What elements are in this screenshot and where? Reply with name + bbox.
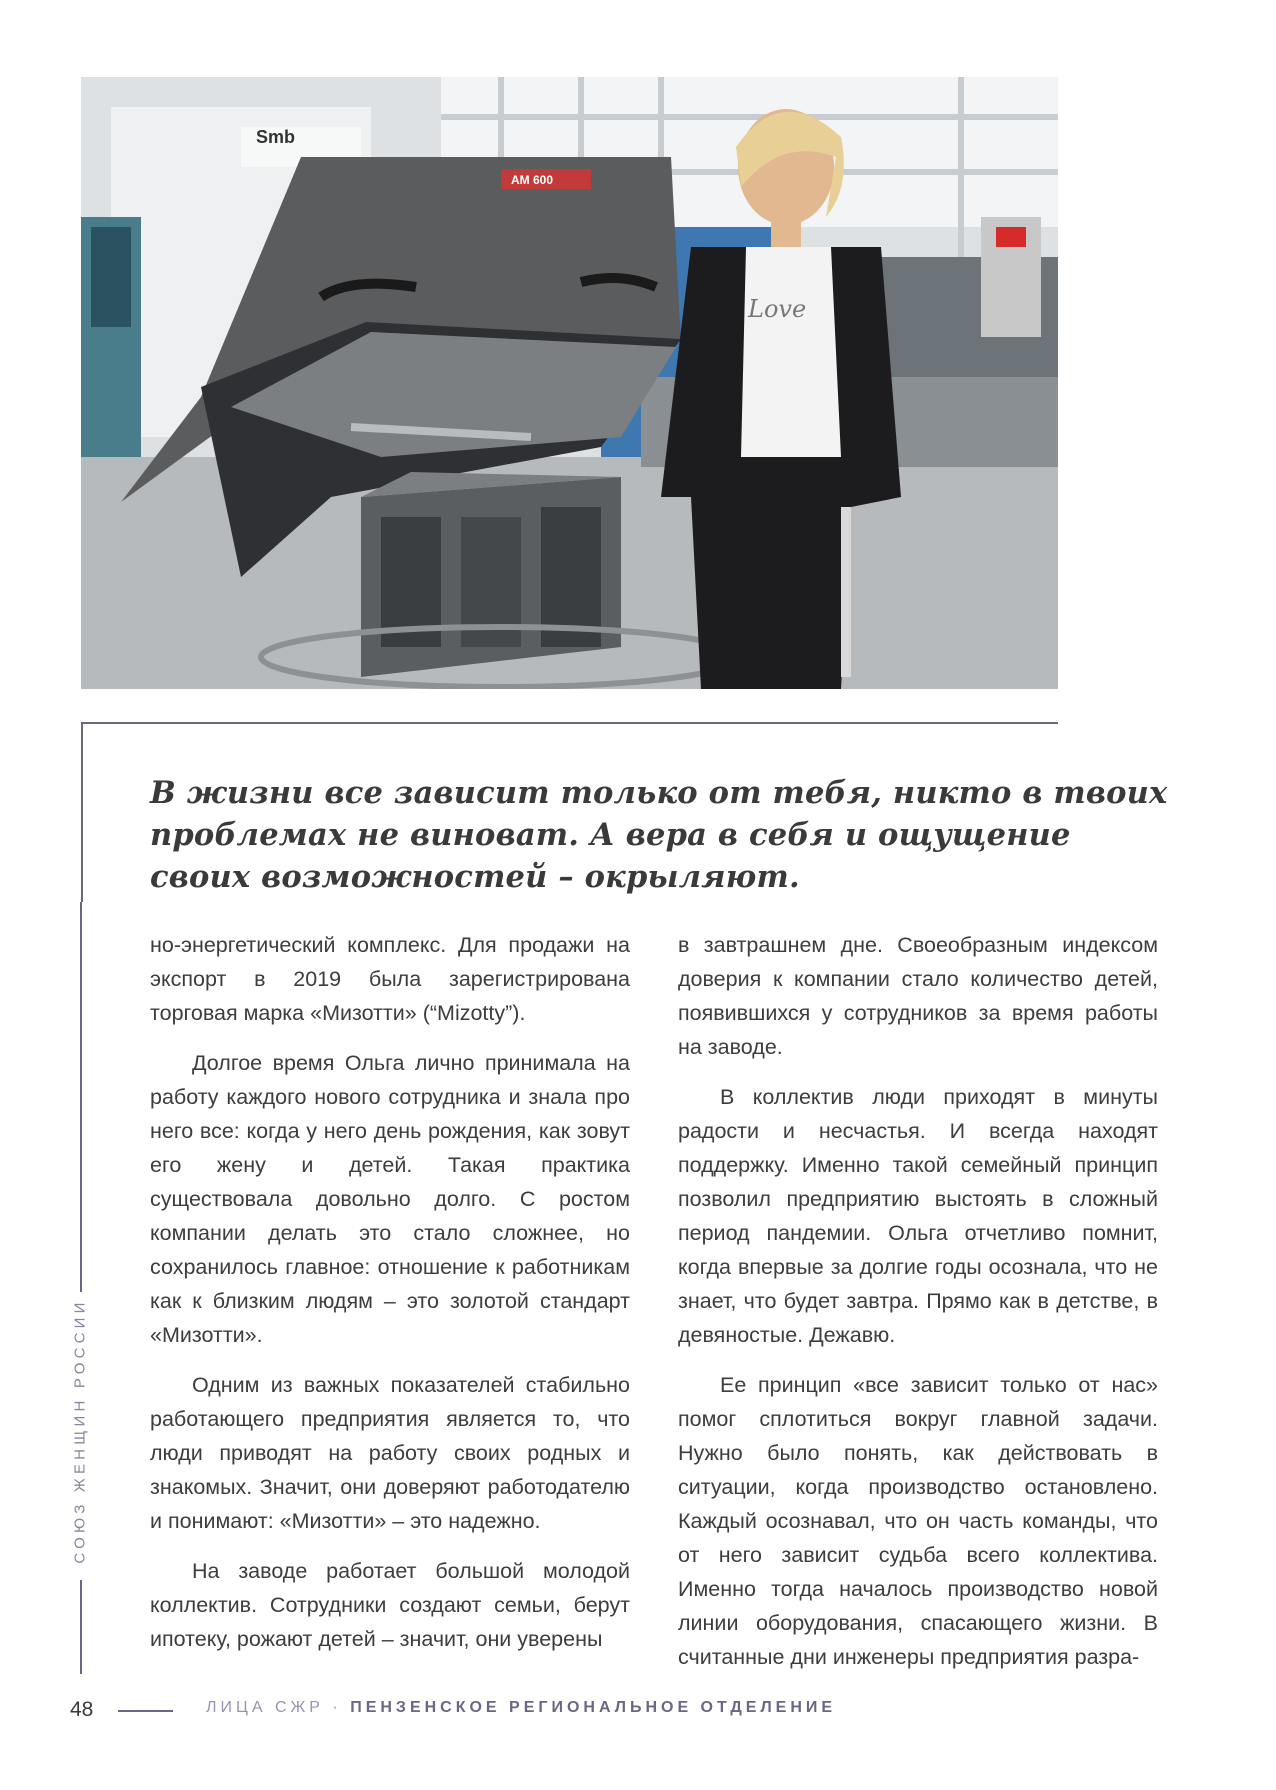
- paragraph: В коллектив люди приходят в минуты радости и несчастья. И всегда находят поддержку. Именно такой семейный принцип позволил предприятию выстоять в сложный период пандемии. Ольга отчетливо помнит, когда впервые за долгие годы осознала, что не знает, что будет завтра. Прямо как в детстве, в девяностые. Дежавю.: [678, 1085, 1158, 1347]
- paragraph: Долгое время Ольга лично принимала на работу каждого нового сотрудника и знала про него все: когда у него день рождения, как зовут его жену и детей. Такая практика существовала довольно долго. С ростом компании делать это стало сложнее, но сохранилось главное: отношение к работникам как к близким людям – это золотой стандарт «Мизотти».: [150, 1051, 630, 1347]
- pull-quote-line: В жизни все зависит только от тебя, никто в твоих: [150, 775, 1168, 811]
- quote-frame-left-rule: [81, 722, 83, 902]
- footer-section-b: ПЕНЗЕНСКОЕ РЕГИОНАЛЬНОЕ ОТДЕЛЕНИЕ: [350, 1699, 837, 1716]
- text-column-right: [678, 928, 1158, 1690]
- machine-model-text: AM 600: [511, 173, 554, 187]
- page-number: 48: [70, 1698, 94, 1721]
- footer-section-a: ЛИЦА СЖР: [206, 1699, 324, 1716]
- side-rule-top: [80, 902, 82, 1292]
- side-vertical-label: СОЮЗ ЖЕНЩИН РОССИИ: [71, 1298, 89, 1564]
- side-rule-bottom: [80, 1580, 82, 1674]
- pull-quote-line: проблемах не виноват. А вера в себя и ощущение: [150, 817, 1071, 853]
- pull-quote: [150, 772, 1168, 898]
- paragraph: Одним из важных показателей стабильно работающего предприятия является то, что люди приводят на работу своих родных и знакомых. Значит, они доверяют работодателю и понимают: «Мизотти» – это надежно.: [150, 1373, 630, 1533]
- footer-rule: [118, 1710, 173, 1712]
- pull-quote-line: своих возможностей – окрыляют.: [150, 859, 800, 895]
- shirt-text: Love: [748, 295, 807, 323]
- footer-separator: ·: [332, 1699, 342, 1716]
- running-footer: [206, 1699, 836, 1717]
- quote-frame-top-rule: [81, 722, 1058, 724]
- article-photo: [81, 77, 1058, 689]
- paragraph: но-энергетический комплекс. Для продажи на экспорт в 2019 была зарегистрирована торговая марка «Мизотти» (“Mizotty”).: [150, 933, 630, 1025]
- text-column-left: [150, 928, 630, 1672]
- machine-brand-text: Smb: [256, 127, 296, 147]
- paragraph: Ее принцип «все зависит только от нас» помог сплотиться вокруг главной задачи. Нужно было понять, как действовать в ситуации, когда производство остановлено. Каждый осознавал, что он часть команды, что от него зависит судьба всего коллектива. Именно тогда началось производство новой линии оборудования, спасающего жизни. В считанные дни инженеры предприятия разра-: [678, 1373, 1158, 1669]
- paragraph: На заводе работает большой молодой коллектив. Сотрудники создают семьи, берут ипотеку, рожают детей – значит, они уверены: [150, 1559, 630, 1651]
- paragraph: в завтрашнем дне. Своеобразным индексом доверия к компании стало количество детей, появившихся у сотрудников за время работы на заводе.: [678, 933, 1158, 1059]
